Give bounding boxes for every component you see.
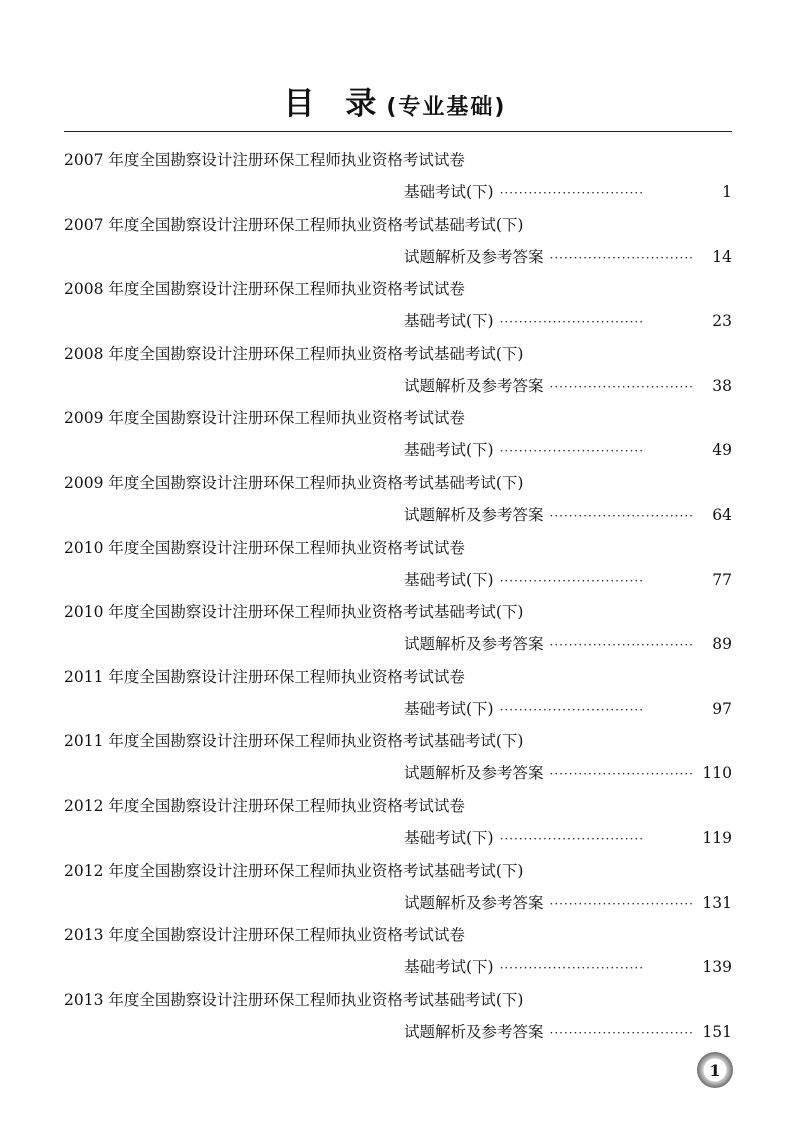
- toc-entry[interactable]: [64, 856, 732, 921]
- toc-entry[interactable]: [64, 468, 732, 533]
- toc-entry-subtitle-row: [404, 698, 732, 721]
- title-divider: [64, 131, 732, 132]
- toc-entry-title: 2012 年度全国勘察设计注册环保工程师执业资格考试试卷: [64, 796, 465, 815]
- toc-entry[interactable]: [64, 145, 732, 210]
- toc-leader-dots: ······························: [499, 186, 645, 200]
- toc-leader-dots: ······························: [549, 767, 694, 782]
- toc-entry-subtitle-row: [404, 569, 732, 592]
- toc-page-number: 23: [712, 312, 732, 331]
- toc-page-number: 64: [712, 505, 732, 524]
- toc-leader-dots: ······························: [499, 961, 645, 976]
- title-subtitle: (专业基础): [386, 95, 507, 120]
- toc-entry-subtitle: 试题解析及参考答案: [404, 1022, 544, 1041]
- toc-entry-title: 2009 年度全国勘察设计注册环保工程师执业资格考试试卷: [64, 409, 465, 428]
- toc-entry-title: 2011 年度全国勘察设计注册环保工程师执业资格考试基础考试(下): [64, 732, 524, 751]
- toc-leader-dots: ······························: [549, 1025, 694, 1040]
- toc-entry-subtitle-row: [404, 310, 732, 333]
- toc-entry-subtitle-row: [404, 246, 732, 269]
- toc-entry-subtitle: 基础考试(下): [404, 828, 494, 847]
- toc-entry-title: 2008 年度全国勘察设计注册环保工程师执业资格考试试卷: [64, 280, 465, 299]
- page-number: 1: [709, 1060, 721, 1080]
- toc-entry-subtitle: 基础考试(下): [404, 441, 494, 460]
- toc-entry-subtitle-row: [404, 633, 732, 656]
- toc-leader-dots: ······························: [499, 444, 645, 459]
- page-title: [0, 78, 790, 123]
- toc-page-number: 1: [722, 183, 732, 201]
- toc-leader-dots: ······························: [549, 508, 694, 523]
- toc-entry[interactable]: [64, 274, 732, 339]
- toc-entry-subtitle: 基础考试(下): [404, 958, 494, 977]
- toc-leader-dots: ······························: [499, 831, 645, 846]
- toc-entry[interactable]: [64, 726, 732, 791]
- toc-page-number: 89: [712, 635, 732, 654]
- toc-entry[interactable]: [64, 210, 732, 275]
- table-of-contents: [64, 145, 732, 1049]
- toc-entry-subtitle-row: [404, 762, 732, 785]
- toc-entry-subtitle-row: [404, 375, 732, 398]
- toc-entry-subtitle: 试题解析及参考答案: [404, 893, 544, 912]
- toc-page-number: 119: [702, 828, 732, 847]
- title-main: 目 录: [283, 86, 387, 122]
- toc-leader-dots: ······························: [499, 315, 645, 330]
- toc-entry-subtitle-row: [404, 827, 732, 850]
- toc-page-number: 14: [712, 247, 732, 266]
- toc-page-number: 38: [712, 376, 732, 395]
- toc-entry-title: 2008 年度全国勘察设计注册环保工程师执业资格考试基础考试(下): [64, 344, 524, 363]
- toc-entry-subtitle: 试题解析及参考答案: [404, 247, 544, 266]
- toc-entry[interactable]: [64, 533, 732, 598]
- page-number-badge: [697, 1052, 733, 1088]
- toc-entry-subtitle: 试题解析及参考答案: [404, 635, 544, 654]
- toc-page-number: 151: [702, 1022, 732, 1041]
- toc-leader-dots: ······························: [549, 379, 694, 394]
- toc-entry-title: 2012 年度全国勘察设计注册环保工程师执业资格考试基础考试(下): [64, 861, 524, 880]
- toc-entry-subtitle-row: [404, 504, 732, 527]
- toc-entry-subtitle: 试题解析及参考答案: [404, 376, 544, 395]
- toc-page-number: 77: [712, 570, 732, 589]
- toc-entry-title: 2010 年度全国勘察设计注册环保工程师执业资格考试基础考试(下): [64, 603, 524, 622]
- toc-page-number: 131: [702, 893, 732, 912]
- toc-entry-title: 2009 年度全国勘察设计注册环保工程师执业资格考试基础考试(下): [64, 473, 524, 492]
- toc-entry-title: 2013 年度全国勘察设计注册环保工程师执业资格考试试卷: [64, 926, 465, 945]
- toc-entry[interactable]: [64, 597, 732, 662]
- toc-entry-subtitle: 试题解析及参考答案: [404, 505, 544, 524]
- toc-page-number: 110: [702, 764, 732, 783]
- toc-entry-subtitle-row: [404, 956, 732, 979]
- toc-page-number: 97: [712, 699, 732, 718]
- toc-entry-subtitle: 试题解析及参考答案: [404, 764, 544, 783]
- toc-page-number: 139: [702, 958, 732, 977]
- toc-entry-title: 2007 年度全国勘察设计注册环保工程师执业资格考试试卷: [64, 151, 465, 169]
- toc-leader-dots: ······························: [499, 702, 645, 717]
- toc-leader-dots: ······························: [499, 573, 645, 588]
- toc-entry-title: 2013 年度全国勘察设计注册环保工程师执业资格考试基础考试(下): [64, 990, 524, 1009]
- toc-entry[interactable]: [64, 339, 732, 404]
- toc-entry[interactable]: [64, 403, 732, 468]
- toc-entry-subtitle: 基础考试(下): [404, 183, 494, 201]
- toc-page-number: 49: [712, 441, 732, 460]
- toc-entry[interactable]: [64, 662, 732, 727]
- toc-entry[interactable]: [64, 791, 732, 856]
- toc-entry[interactable]: [64, 920, 732, 985]
- toc-leader-dots: ······························: [549, 638, 694, 653]
- toc-entry-subtitle: 基础考试(下): [404, 699, 494, 718]
- toc-leader-dots: ······························: [549, 896, 694, 911]
- toc-entry-subtitle-row: [404, 892, 732, 915]
- toc-entry-subtitle-row: [404, 1021, 732, 1044]
- toc-entry-subtitle-row: [404, 439, 732, 462]
- toc-entry-title: 2011 年度全国勘察设计注册环保工程师执业资格考试试卷: [64, 667, 465, 686]
- toc-entry-subtitle: 基础考试(下): [404, 570, 494, 589]
- toc-entry-title: 2007 年度全国勘察设计注册环保工程师执业资格考试基础考试(下): [64, 215, 524, 234]
- toc-leader-dots: ······························: [549, 250, 694, 265]
- toc-entry-title: 2010 年度全国勘察设计注册环保工程师执业资格考试试卷: [64, 538, 465, 557]
- toc-entry-subtitle: 基础考试(下): [404, 312, 494, 331]
- toc-entry-subtitle-row: [404, 181, 732, 204]
- toc-entry[interactable]: [64, 985, 732, 1050]
